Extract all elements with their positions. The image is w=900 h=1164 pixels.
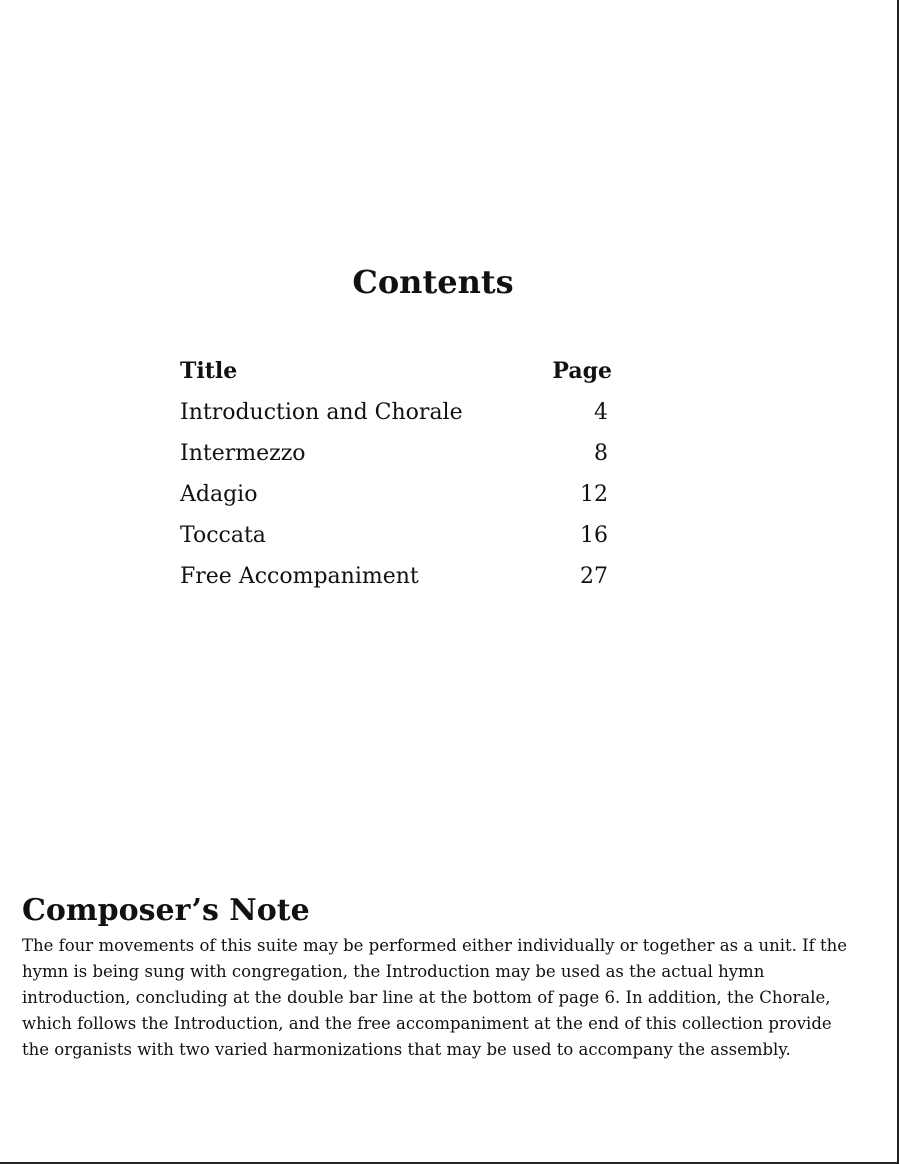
toc-header-row (180, 351, 620, 392)
toc-entry-page: 4 (594, 400, 608, 425)
toc-row (180, 556, 620, 597)
composers-note (22, 893, 852, 1063)
contents-title: Contents (352, 263, 514, 301)
toc-entry-page: 16 (580, 523, 608, 548)
toc-row (180, 515, 620, 556)
toc-entry-page: 8 (594, 441, 608, 466)
toc-row (180, 433, 620, 474)
toc-entry-page: 12 (580, 482, 608, 507)
toc-row (180, 474, 620, 515)
toc-row (180, 392, 620, 433)
toc-entry-title: Toccata (180, 523, 266, 548)
composers-note-heading: Composer’s Note (22, 893, 310, 928)
toc-header-title: Title (180, 358, 238, 384)
table-of-contents (180, 351, 620, 597)
toc-entry-title: Intermezzo (180, 441, 306, 466)
toc-entry-title: Adagio (180, 482, 258, 507)
toc-entry-page: 27 (580, 564, 608, 589)
toc-entry-title: Free Accompaniment (180, 564, 419, 589)
composers-note-body: The four movements of this suite may be performed either individually or together as a unit. If the hymn is being sung with congregation, the Introduction may be used as the actual hymn introduction, concluding at the double bar line at the bottom of page 6. In addition, the Chorale, which follows the Introduction, and the free accompaniment at the end of this collection provide the organists with two varied harmonizations that may be used to accompany the assembly. (22, 936, 847, 1059)
toc-header-page: Page (552, 358, 612, 384)
toc-entry-title: Introduction and Chorale (180, 400, 463, 425)
